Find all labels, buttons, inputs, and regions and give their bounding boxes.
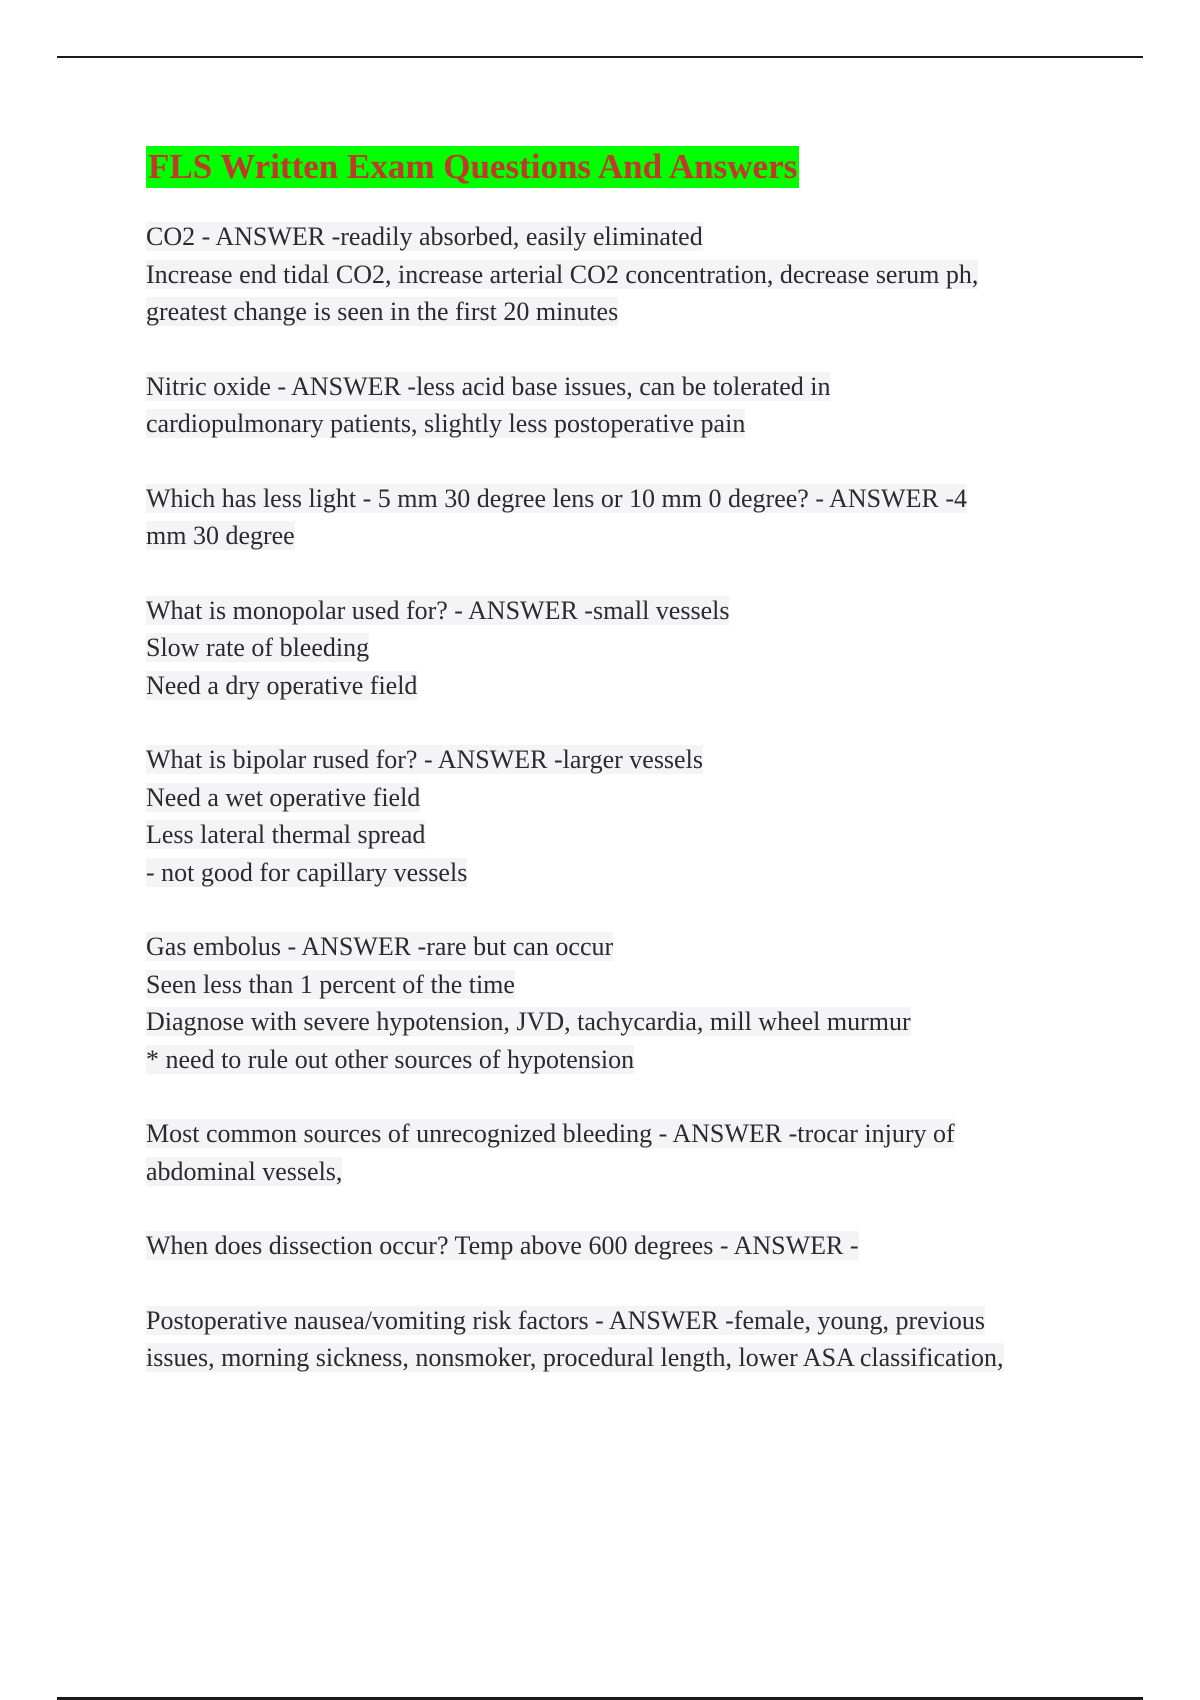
qa-answer-line xyxy=(146,1153,1086,1191)
qa-line-text: cardiopulmonary patients, slightly less postoperative pain xyxy=(146,409,746,438)
qa-line-text: What is monopolar used for? - ANSWER -small vessels xyxy=(146,595,730,625)
qa-line-text: Need a wet operative field xyxy=(146,782,421,812)
qa-line-text: Postoperative nausea/vomiting risk factors - ANSWER -female, young, previous xyxy=(146,1305,986,1335)
qa-entry xyxy=(146,592,1086,705)
qa-line-text: abdominal vessels, xyxy=(146,1156,343,1186)
qa-answer-line xyxy=(146,293,1086,331)
qa-line-text: * need to rule out other sources of hypotension xyxy=(146,1044,635,1074)
qa-question-line xyxy=(146,218,1086,256)
qa-answer-line xyxy=(146,966,1086,1004)
qa-line-text: Diagnose with severe hypotension, JVD, tachycardia, mill wheel murmur xyxy=(146,1007,911,1036)
qa-entry xyxy=(146,368,1086,443)
qa-line-text: Nitric oxide - ANSWER -less acid base issues, can be tolerated in xyxy=(146,371,831,401)
qa-line-text: mm 30 degree xyxy=(146,521,295,550)
qa-entry xyxy=(146,928,1086,1078)
qa-answer-line xyxy=(146,667,1086,705)
qa-question-line xyxy=(146,1302,1086,1340)
qa-answer-line xyxy=(146,779,1086,817)
qa-answer-line xyxy=(146,1339,1086,1377)
document-title: FLS Written Exam Questions And Answers xyxy=(148,147,798,186)
qa-question-line xyxy=(146,1115,1086,1153)
qa-entry xyxy=(146,1227,1086,1265)
qa-question-line xyxy=(146,928,1086,966)
qa-line-text: Less lateral thermal spread xyxy=(146,820,426,849)
qa-question-line xyxy=(146,368,1086,406)
qa-answer-line xyxy=(146,1003,1086,1041)
qa-line-text: Seen less than 1 percent of the time xyxy=(146,969,515,999)
qa-entry xyxy=(146,218,1086,331)
qa-answer-line xyxy=(146,1041,1086,1079)
qa-question-line xyxy=(146,480,1086,518)
qa-line-text: - not good for capillary vessels xyxy=(146,857,468,887)
qa-line-text: When does dissection occur? Temp above 600 degrees - ANSWER - xyxy=(146,1231,859,1260)
qa-entry xyxy=(146,741,1086,891)
qa-question-line xyxy=(146,1227,1086,1265)
qa-answer-line xyxy=(146,816,1086,854)
document-body xyxy=(146,146,1086,1414)
header-rule xyxy=(57,56,1143,58)
qa-line-text: What is bipolar rused for? - ANSWER -larger vessels xyxy=(146,745,703,774)
qa-answer-line xyxy=(146,854,1086,892)
qa-entry xyxy=(146,480,1086,555)
qa-line-text: Need a dry operative field xyxy=(146,670,418,700)
qa-answer-line xyxy=(146,256,1086,294)
qa-line-text: Gas embolus - ANSWER -rare but can occur xyxy=(146,932,614,961)
qa-line-text: greatest change is seen in the first 20 minutes xyxy=(146,297,619,326)
qa-list xyxy=(146,218,1086,1377)
qa-line-text: Increase end tidal CO2, increase arterial CO2 concentration, decrease serum ph, xyxy=(146,259,979,289)
qa-line-text: CO2 - ANSWER -readily absorbed, easily eliminated xyxy=(146,222,703,251)
qa-entry xyxy=(146,1302,1086,1377)
qa-answer-line xyxy=(146,517,1086,555)
qa-answer-line xyxy=(146,629,1086,667)
qa-entry xyxy=(146,1115,1086,1190)
qa-answer-line xyxy=(146,405,1086,443)
qa-question-line xyxy=(146,592,1086,630)
qa-line-text: issues, morning sickness, nonsmoker, procedural length, lower ASA classification, xyxy=(146,1343,1004,1372)
qa-line-text: Most common sources of unrecognized bleeding - ANSWER -trocar injury of xyxy=(146,1119,955,1148)
qa-line-text: Which has less light - 5 mm 30 degree lens or 10 mm 0 degree? - ANSWER -4 xyxy=(146,483,967,513)
qa-line-text: Slow rate of bleeding xyxy=(146,633,370,662)
qa-question-line xyxy=(146,741,1086,779)
